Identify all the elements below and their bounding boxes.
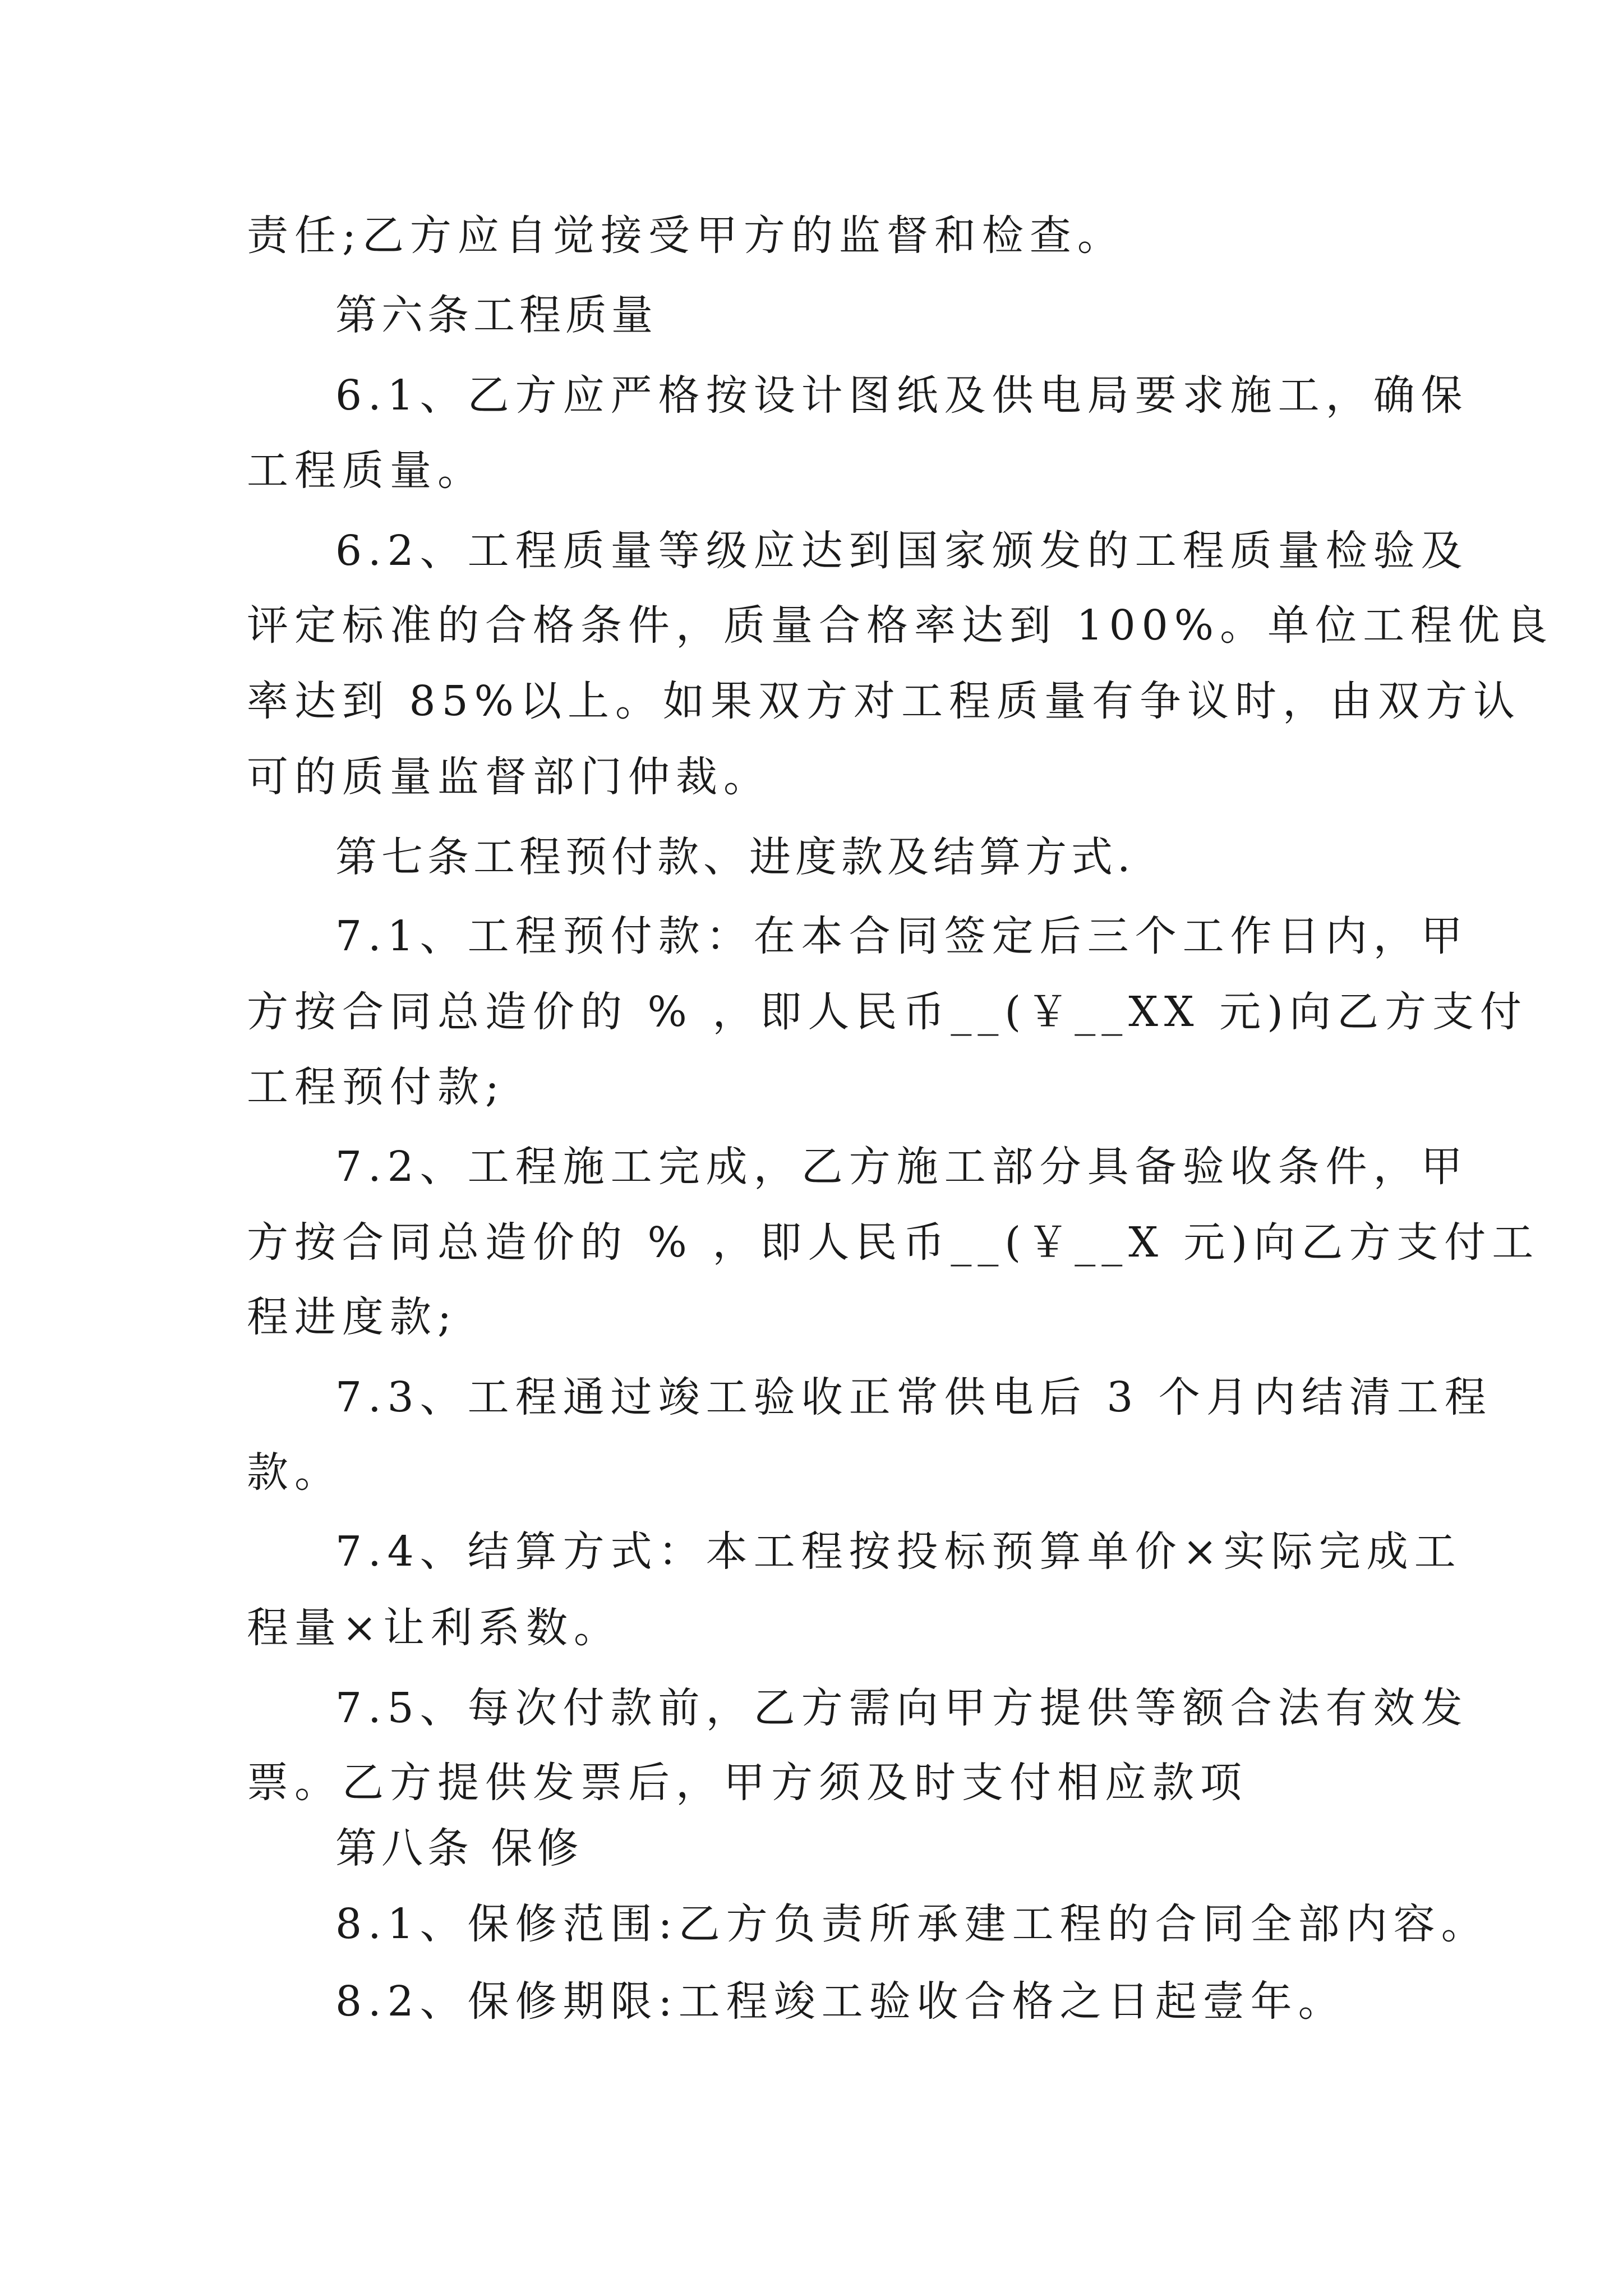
text-line: 7.2、工程施工完成，乙方施工部分具备验收条件，甲 xyxy=(335,1143,1469,1191)
text-line: 7.1、工程预付款：在本合同签定后三个工作日内，甲 xyxy=(335,912,1469,960)
text-line: 8.1、保修范围:乙方负责所承建工程的合同全部内容。 xyxy=(335,1900,1489,1948)
text-line: 工程预付款; xyxy=(247,1063,505,1111)
text-line: 可的质量监督部门仲裁。 xyxy=(247,753,771,801)
section-heading: 第八条 保修 xyxy=(335,1824,583,1872)
text-line: 7.3、工程通过竣工验收正常供电后 3 个月内结清工程 xyxy=(335,1373,1492,1421)
text-line: 工程质量。 xyxy=(247,447,485,495)
section-heading: 第七条工程预付款、进度款及结算方式. xyxy=(335,833,1135,881)
text-line: 7.4、结算方式：本工程按投标预算单价×实际完成工 xyxy=(335,1527,1462,1576)
section-heading: 第六条工程质量 xyxy=(335,291,657,339)
text-line: 6.2、工程质量等级应达到国家颁发的工程质量检验及 xyxy=(335,527,1469,575)
text-line: 款。 xyxy=(247,1448,342,1497)
text-line: 程进度款; xyxy=(247,1293,458,1341)
text-line: 程量×让利系数。 xyxy=(247,1604,622,1652)
text-line: 评定标准的合格条件，质量合格率达到 100%。单位工程优良 xyxy=(247,601,1554,650)
text-line: 6.1、乙方应严格按设计图纸及供电局要求施工，确保 xyxy=(335,371,1469,420)
text-line: 方按合同总造价的 % ，即人民币__(￥__X 元)向乙方支付工 xyxy=(247,1218,1540,1267)
text-line: 责任;乙方应自觉接受甲方的监督和检查。 xyxy=(247,211,1125,260)
text-line: 率达到 85%以上。如果双方对工程质量有争议时，由双方认 xyxy=(247,677,1521,725)
text-line: 票。乙方提供发票后，甲方须及时支付相应款项 xyxy=(247,1759,1248,1807)
text-line: 8.2、保修期限:工程竣工验收合格之日起壹年。 xyxy=(335,1977,1346,2026)
text-line: 7.5、每次付款前，乙方需向甲方提供等额合法有效发 xyxy=(335,1684,1469,1732)
text-line: 方按合同总造价的 % ，即人民币__(￥__XX 元)向乙方支付 xyxy=(247,988,1528,1036)
